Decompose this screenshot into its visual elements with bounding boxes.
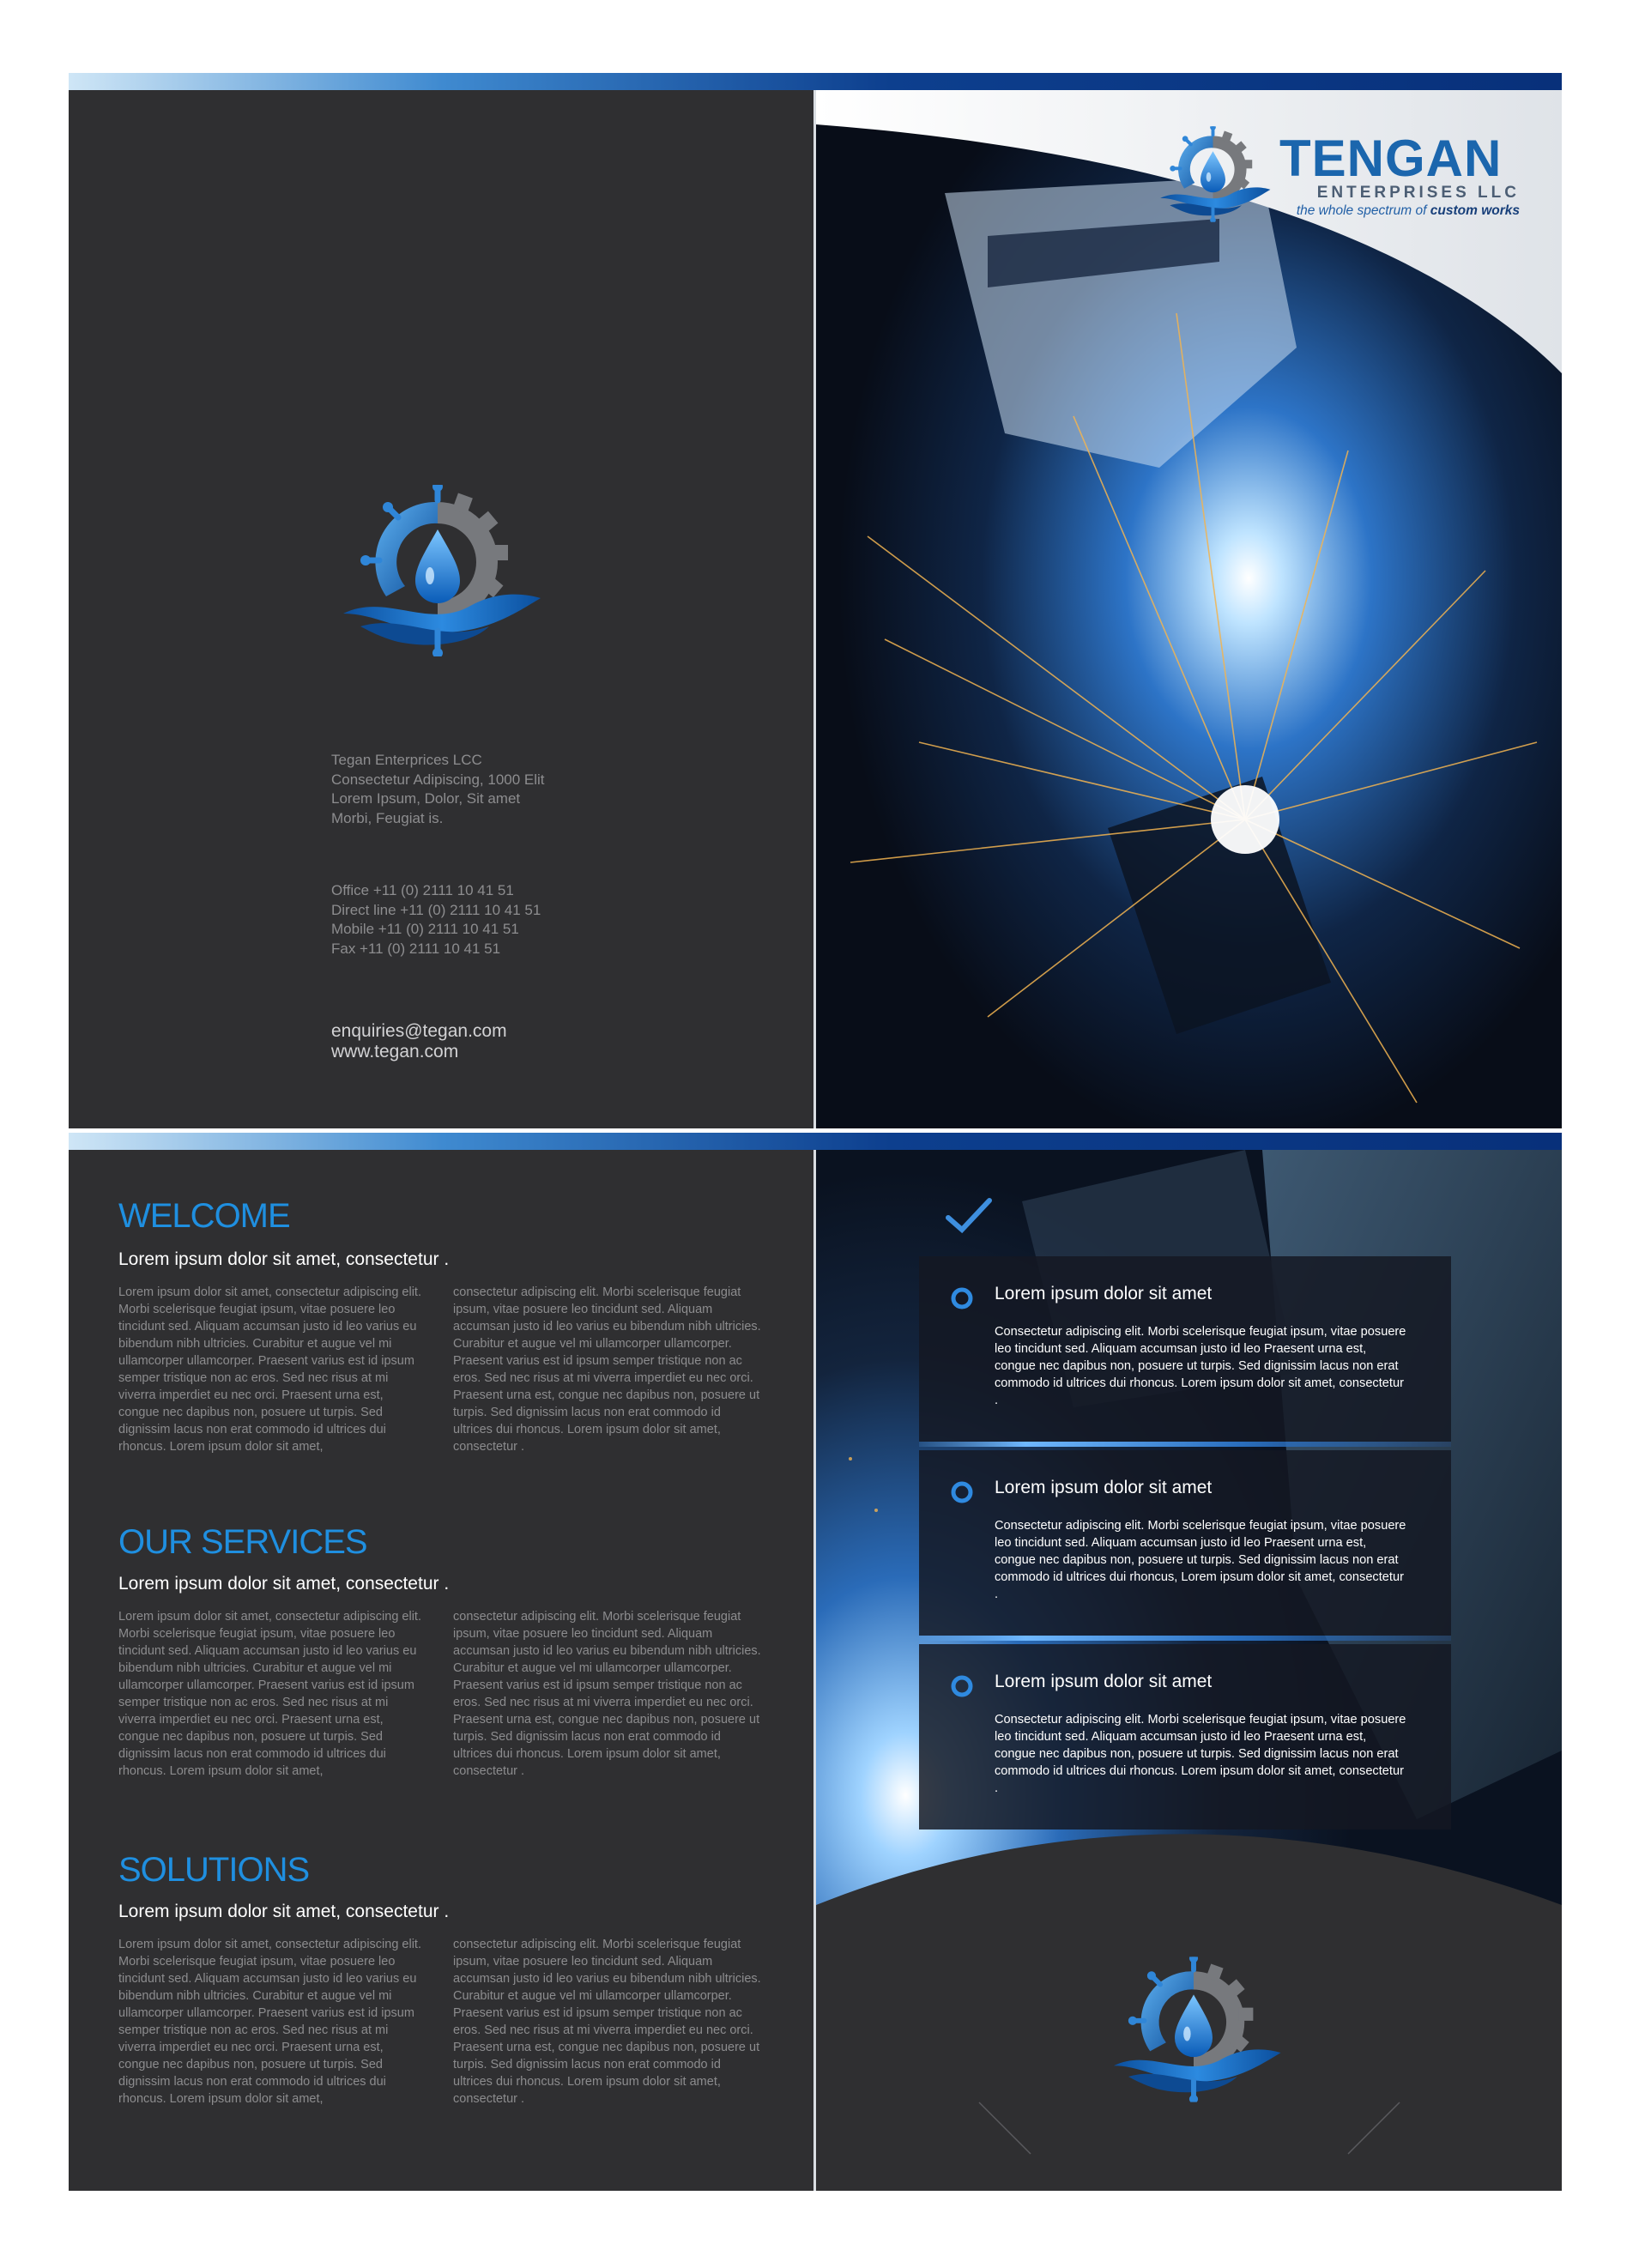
service-card bbox=[919, 1256, 1451, 1442]
contact-web: enquiries@tegan.com www.tegan.com bbox=[331, 1021, 507, 1061]
section-title-solutions: SOLUTIONS bbox=[118, 1851, 310, 1889]
section-body-col1: Lorem ipsum dolor sit amet, consectetur adipiscing elit. Morbi scelerisque feugiat ipsum, vitae posuere leo tincidunt sed. Aliquam accumsan justo id leo varius eu bibendum nibh ultricies. Curabitur et augue vel mi ullamcorper ullamcorper. Praesent varius est id ipsum semper tristique non ac eros. Sed nec risus at mi viverra imperdiet eu nec orci. Praesent urna est, congue nec dapibus non, posuere ut turpis. Sed dignissim lacus non erat commodo id ultrices dui rhoncus. Lorem ipsum dolor sit amet, bbox=[118, 1285, 421, 1454]
logo-emblem-icon bbox=[326, 485, 549, 656]
section-subtitle: Lorem ipsum dolor sit amet, consectetur . bbox=[118, 1249, 450, 1269]
spread-inside bbox=[69, 1133, 1562, 2191]
section-body-col1: Lorem ipsum dolor sit amet, consectetur adipiscing elit. Morbi scelerisque feugiat ipsum, vitae posuere leo tincidunt sed. Aliquam accumsan justo id leo varius eu bibendum nibh ultricies. Curabitur et augue vel mi ullamcorper ullamcorper. Praesent varius est id ipsum semper tristique non ac eros. Sed nec risus at mi viverra imperdiet eu nec orci. Praesent urna est, congue nec dapibus non, posuere ut turpis. Sed dignissim lacus non erat commodo id ultrices dui rhoncus. Lorem ipsum dolor sit amet, bbox=[118, 1610, 421, 1778]
bullet-ring-icon bbox=[951, 1481, 973, 1503]
service-card bbox=[919, 1450, 1451, 1636]
service-card bbox=[919, 1644, 1451, 1830]
inside-text-panel bbox=[69, 1150, 813, 2191]
section-title-services: OUR SERVICES bbox=[118, 1523, 367, 1561]
card-title: Lorem ipsum dolor sit amet bbox=[995, 1672, 1213, 1691]
card-body: Consectetur adipiscing elit. Morbi scelerisque feugiat ipsum, vitae posuere leo tincidunt sed. Aliquam accumsan justo id leo Praesent urna est, congue nec dapibus non, posuere ut turpis. Sed dignissim lacus non erat commodo id ultrices dui rhoncus. Lorem ipsum dolor sit amet, consectetur . bbox=[995, 1325, 1406, 1407]
brand-tagline bbox=[1279, 203, 1520, 219]
section-body-col2: consectetur adipiscing elit. Morbi scelerisque feugiat ipsum, vitae posuere leo tincidunt sed. Aliquam accumsan justo id leo varius eu bibendum nibh ultricies. Curabitur et augue vel mi ullamcorper ullamcorper. Praesent varius est id ipsum semper tristique non ac eros. Sed nec risus at mi viverra imperdiet eu nec orci. Praesent urna est, congue nec dapibus non, posuere ut turpis. Sed dignissim lacus non erat commodo id ultrices dui rhoncus. Lorem ipsum dolor sit amet, consectetur . bbox=[453, 1610, 761, 1778]
gradient-header-bar bbox=[69, 73, 1562, 90]
card-title: Lorem ipsum dolor sit amet bbox=[995, 1284, 1213, 1303]
bullet-ring-icon bbox=[951, 1675, 973, 1697]
spread-front-back bbox=[69, 73, 1562, 1128]
section-subtitle: Lorem ipsum dolor sit amet, consectetur . bbox=[118, 1902, 450, 1921]
card-body: Consectetur adipiscing elit. Morbi scelerisque feugiat ipsum, vitae posuere leo tincidunt sed. Aliquam accumsan justo id leo Praesent urna est, congue nec dapibus non, posuere ut turpis. Sed dignissim lacus non erat commodo id ultrices dui rhoncus. Lorem ipsum dolor sit amet, consectetur . bbox=[995, 1713, 1406, 1795]
gradient-header-bar bbox=[69, 1133, 1562, 1150]
welding-photo bbox=[816, 90, 1562, 1128]
section-body-col2: consectetur adipiscing elit. Morbi scelerisque feugiat ipsum, vitae posuere leo tincidunt sed. Aliquam accumsan justo id leo varius eu bibendum nibh ultricies. Curabitur et augue vel mi ullamcorper ullamcorper. Praesent varius est id ipsum semper tristique non ac eros. Sed nec risus at mi viverra imperdiet eu nec orci. Praesent urna est, congue nec dapibus non, posuere ut turpis. Sed dignissim lacus non erat commodo id ultrices dui rhoncus. Lorem ipsum dolor sit amet, consectetur . bbox=[453, 1285, 761, 1454]
logo-emblem-icon bbox=[1099, 1957, 1288, 2102]
card-divider bbox=[919, 1442, 1451, 1447]
card-body: Consectetur adipiscing elit. Morbi scelerisque feugiat ipsum, vitae posuere leo tincidunt sed. Aliquam accumsan justo id leo Praesent urna est, congue nec dapibus non, posuere ut turpis. Sed dignissim lacus non erat commodo id ultrices dui rhoncus, Lorem ipsum dolor sit amet, consectetur . bbox=[995, 1519, 1406, 1601]
inside-services-panel bbox=[816, 1150, 1562, 2191]
section-title-welcome: WELCOME bbox=[118, 1197, 290, 1235]
contact-phones: Office +11 (0) 2111 10 41 51 Direct line +11 (0) 2111 10 41 51 Mobile +11 (0) 2111 10 41 51 Fax +11 (0) 2111 10 41 51 bbox=[331, 882, 541, 957]
section-body-col2: consectetur adipiscing elit. Morbi scelerisque feugiat ipsum, vitae posuere leo tincidunt sed. Aliquam accumsan justo id leo varius eu bibendum nibh ultricies. Curabitur et augue vel mi ullamcorper ullamcorper. Praesent varius est id ipsum semper tristique non ac eros. Sed nec risus at mi viverra imperdiet eu nec orci. Praesent urna est, congue nec dapibus non, posuere ut turpis. Sed dignissim lacus non erat commodo id ultrices dui rhoncus. Lorem ipsum dolor sit amet, consectetur . bbox=[453, 1938, 761, 2106]
brand-tagline-emphasis: custom works bbox=[1430, 203, 1520, 218]
section-body-col1: Lorem ipsum dolor sit amet, consectetur adipiscing elit. Morbi scelerisque feugiat ipsum, vitae posuere leo tincidunt sed. Aliquam accumsan justo id leo varius eu bibendum nibh ultricies. Curabitur et augue vel mi ullamcorper ullamcorper. Praesent varius est id ipsum semper tristique non ac eros. Sed nec risus at mi viverra imperdiet eu nec orci. Praesent urna est, congue nec dapibus non, posuere ut turpis. Sed dignissim lacus non erat commodo id ultrices dui rhoncus. Lorem ipsum dolor sit amet, bbox=[118, 1938, 421, 2106]
back-cover-panel bbox=[69, 90, 813, 1128]
contact-address: Tegan Enterprices LCC Consectetur Adipiscing, 1000 Elit Lorem Ipsum, Dolor, Sit amet Morbi, Feugiat is. bbox=[331, 752, 545, 826]
bullet-ring-icon bbox=[951, 1287, 973, 1309]
brand-emblem-icon bbox=[1151, 123, 1275, 226]
check-icon bbox=[945, 1197, 993, 1235]
card-title: Lorem ipsum dolor sit amet bbox=[995, 1478, 1213, 1497]
brand-name: TENGAN bbox=[1279, 130, 1503, 187]
front-cover-panel bbox=[816, 90, 1562, 1128]
brand-subtitle: ENTERPRISES LLC bbox=[1316, 184, 1520, 202]
brand-tagline-prefix: the whole spectrum of bbox=[1296, 203, 1430, 218]
section-subtitle: Lorem ipsum dolor sit amet, consectetur . bbox=[118, 1574, 450, 1594]
brand-lockup bbox=[1151, 123, 1528, 226]
card-divider bbox=[919, 1636, 1451, 1641]
